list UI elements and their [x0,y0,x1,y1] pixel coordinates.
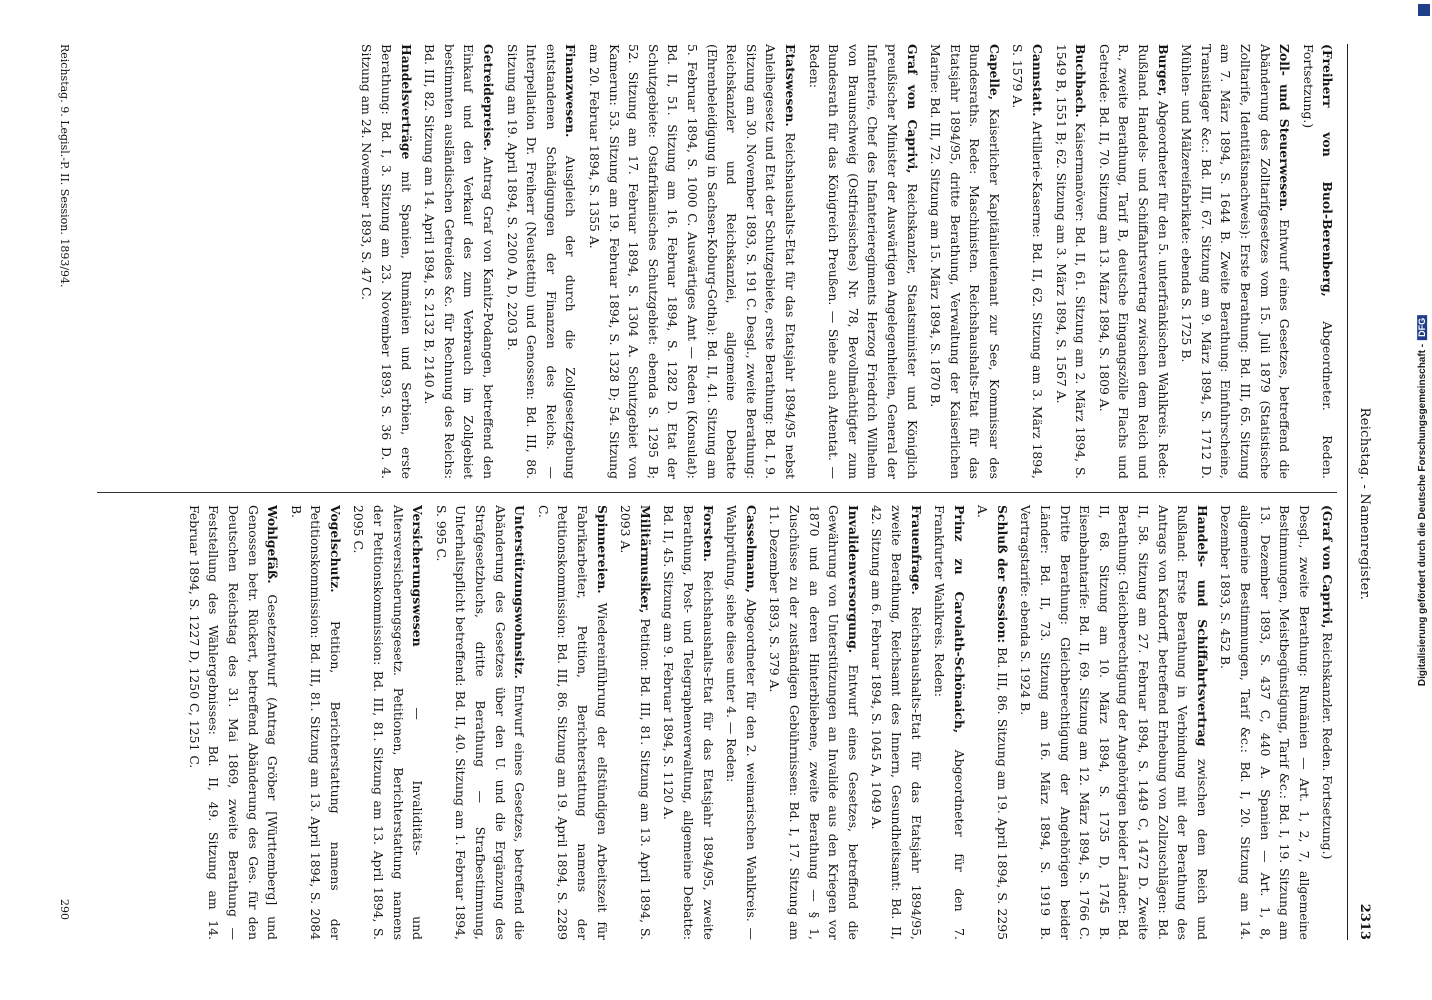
register-entry [1177,44,1295,479]
entry-heading: Cannstatt. [1030,44,1046,117]
register-entry [659,505,718,940]
entry-text: Abgeordneter. Reden. Fortsetzung.) [1300,44,1336,479]
signature-number: 290 [57,899,71,920]
page-header [1347,44,1374,940]
entry-text: Abgeordneter für den 7. Frankfurter Wahlkreis. Reden: [932,505,967,940]
entry-text: Petition: Bd. III, 81. Sitzung am 13. April 1894, S. 2093 A. [618,505,653,940]
entry-heading: (Freiherr von Buol-Berenberg, [1320,44,1336,297]
register-entry [1298,44,1337,479]
register-entry [431,505,529,940]
left-column [97,44,1337,479]
register-entry [804,44,922,479]
entry-text: Gesetzentwurf (Antrag Gröber [Württemberg] und Genossen betr. Rückert, betreffend Abänderung des Ges. für den Deutschen Reichstag des 31. Mai 1869, zweite Berathung — Feststellung des Wählergebnisses: Bd. II, 49. Sitzung am 14. Februar 1894, S. 1227 D, 1250 C, 1251 C. [186,505,281,940]
dfg-logo-badge: DFG [1418,314,1428,339]
entry-text: Bd. III, 86. Sitzung am 19. April 1894, S. 2295 A. [975,505,1010,940]
register-entry [1094,44,1172,479]
register-entry [973,505,1012,940]
page-footer: Reichstag. 9. Legisl.-P. II. Session. 1893/94. [57,44,71,288]
entry-text: Reichskanzler. Reden. Fortsetzung.) [1320,632,1336,860]
entry-text: Abgeordneter für den 5. unterfränkischen Wahlkreis. Rede: Rußland. Handels- und Schiffahrtsvertrag zwischen dem Reich und R., zweite Berathung, Tarif B, deutsche Eingangszölle Flachs und Getreide: Bd. II, 70. Sitzung am 13. März 1894, S. 1809 A. [1096,44,1171,479]
register-entry [502,44,580,479]
register-entry [1008,44,1047,479]
register-entry [765,505,863,940]
credit-text: Digitalisierung gefördert durch die Deutsche Forschungsgemeinschaft - [1417,343,1429,686]
entry-text: zwischen dem Reich und Rußland: Erste Berathung in Verbindung mit der Berathung des Antrags von Kardorff, betreffend Erhebung von Zollzuschlägen: Bd. II, 58. Sitzung am 27. Februar 1894, S. 1449 C, 1472 D. Zweite Berathung: Gleichberechtigung der Angehörigen beider Länder: Bd. II, 68. Sitzung am 10. März 1894, S. 1735 D, 1745 B. Eisenbahntarife: Bd. II, 69. Sitzung am 12. März 1894, S. 1766 C. Dritte Berathung: Gleichberechtigung der Angehörigen beider Länder: Bd. II, 73. Sitzung am 16. März 1894, S. 1919 B. Vertragstarife: ebenda S. 1924 B. [1018,505,1210,940]
entry-text: Entwurf eines Gesetzes, betreffend die Gewährung von Unterstützungen an Invalide aus den Kriegen vor 1870 und an deren Hinterbliebene, zweite Berathung — § 1, Zuschüsse zu der zuständigen Gebührnissen: Bd. I, 17. Sitzung am 11. Dezember 1893, S. 379 A. [767,505,861,940]
register-entry [616,505,655,940]
scanned-page [32,16,1400,984]
entry-heading: Wohlgefäß. [265,505,281,584]
entry-text: Entwurf eines Gesetzes, betreffend die Abänderung des Gesetzes über den U. und die Ergänzung des Strafgesetzbuchs, dritte Berathung — Strafbestimmung, Unterhaltspflicht betreffend: Bd. II, 40. Sitzung am 1. Februar 1894, S. 995 C. [433,505,528,940]
entry-text: Entwurf eines Gesetzes, betreffend die Abänderung des Zolltarifgesetzes vom 15. Juli 1879 (Statistische Zolltarife, Identitätsnachweis): Erste Berathung: Bd. III, 65. Sitzung am 7. März 1894, S. 1644 B. Zweite Berathung: Einfuhrscheine, Transitlager &c.: Bd. III, 67. Sitzung am 9. März 1894, S. 1712 D. Mühlen- und Mälzereifabrikate: ebenda S. 1725 B. [1179,44,1293,479]
entry-heading: Buchbach. [1073,44,1089,118]
entry-heading: Zoll- und Steuerwesen. [1277,44,1293,212]
register-entry [349,505,427,940]
entry-heading: Versicherungswesen [410,505,426,647]
entry-heading: Handels- und Schiffahrtsvertrag [1194,505,1210,747]
register-entry [420,44,498,479]
entry-heading: Finanzwesen. [563,44,579,138]
register-entry [926,44,1004,479]
register-entry [184,505,282,940]
entry-text: Ausgleich der durch die Zollgesetzgebung entstandenen Schädigungen der Finanzen des Reichs. — Interpellation Dr. Freiherr (Neustettin) und Genossen: Bd. III, 86. Sitzung am 19. April 1894, S. 2200 A, D, 2203 B. [504,44,579,479]
entry-heading: Handelsverträge [398,44,414,160]
register-entry [1216,505,1314,940]
entry-text: Antrag Graf von Kanitz-Podangen, betreffend den Einkauf und den Verkauf des zum Verbrauch im Zollgebiet bestimmten ausländischen Getreides &c. für Rechnung des Reichs: Bd. III, 82. Sitzung am 14. April 1894, S. 2132 B, 2140 A. [422,44,497,479]
page-number: 2313 [1357,903,1372,940]
register-entry [867,505,926,940]
register-entry [1051,44,1090,479]
register-entry [584,44,800,479]
register-entry [533,505,611,940]
register-columns [97,44,1337,940]
column-divider [97,492,1337,493]
entry-heading: Getreidepreise. [481,44,497,151]
register-entry [357,44,416,479]
register-entry [1318,505,1338,940]
entry-heading: Capelle, [986,44,1002,101]
entry-text: — Invaliditäts- und Altersversicherungsgesetz. Petitionen, Berichterstattung namens der Petitionskommission: Bd. III, 81. Sitzung am 13. April 1894, S. 2095 C. [351,505,426,940]
entry-text: Wiedereinführung der elfstündigen Arbeitszeit für Fabrikarbeiter, Petition, Berichterstattung namens der Petitionskommission: Bd. III, 86. Sitzung am 19. April 1894, S. 2289 C. [535,505,610,940]
running-title: Reichstag. - Namenregister. [1357,407,1372,601]
entry-text: Artillerie-Kaserne: Bd. II, 62. Sitzung am 3. März 1894, S. 1579 A. [1010,44,1046,479]
entry-text: Reichskanzler, Staatsminister und Königlich preußischer Minister der Auswärtigen Angelegenheiten, General der Infanterie, Chef des Infanterieregiments Herzog Friedrich Wilhelm von Braunschweig (Ostfriesisches) Nr. 78, Bevollmächtigter zum Bundesrath für das Königreich Preußen. — Siehe auch Attentat. — Reden: [806,44,920,479]
entry-heading: Forsten. [700,505,716,562]
entry-heading: Vogelschutz. [327,505,343,593]
entry-heading: Casselmann, [743,505,759,593]
digitization-credit [1414,0,1432,1000]
entry-heading: Schluß der Session: [994,505,1010,644]
entry-heading: Graf von Caprivi, [904,44,920,174]
entry-text: mit Spanien, Rumänien und Serbien, erste Berathung: Bd. I, 3. Sitzung am 23. November 1893, S. 36 D. 4. Sitzung am 24. November 1893, S. 47 C. [359,44,414,479]
register-entry [930,505,969,940]
entry-text: Desgl., zweite Berathung: Rumänien — Art. 1, 2, 7, allgemeine Bestimmungen, Meistbegünstigung, Tarif &c.: Bd. I, 19. Sitzung am 13. Dezember 1893, S. 437 C, 440 A. Spanien — Art. 1, 8, allgemeine Bestimmungen, Tarif &c.: Bd. I, 20. Sitzung am 14. Dezember 1893, S. 452 B. [1218,505,1312,940]
entry-text: Abgeordneter für den 2. weimarischen Wahlkreis. — Wahlprüfung, siehe diese unter 4. — Reden: [724,505,759,940]
right-column [97,505,1337,940]
entry-heading: Burger, [1155,44,1171,97]
entry-heading: Etatswesen. [782,44,798,127]
entry-text: Kaisermanöver: Bd. II, 61. Sitzung am 2. März 1894, S. 1549 B, 1551 B; 62. Sitzung am 3. März 1894, S. 1567 A. [1053,44,1089,479]
entry-text: Kaiserlicher Kapitänlieutenant zur See, Kommissar des Bundesraths. Rede: Maschinisten. Reichshaushalts-Etat für das Etatsjahr 1894/95, dritte Berathung, Verwaltung der Kaiserlichen Marine: Bd. III, 72. Sitzung am 15. März 1894, S. 1870 B. [928,44,1002,479]
entry-text: Reichshaushalts-Etat für das Etatsjahr 1894/95, zweite Berathung, Post- und Telegraphenverwaltung, allgemeine Debatte: Bd. II, 45. Sitzung am 9. Februar 1894, S. 1120 A. [661,505,716,940]
register-entry [1016,505,1212,940]
entry-text: Petition, Berichterstattung namens der Petitionskommission: Bd. III, 81. Sitzung am 13. April 1894, S. 2084 B. [288,505,343,940]
entry-heading: Frauenfrage. [908,505,924,595]
entry-heading: Prinz zu Carolath-Schönaich, [951,505,967,734]
entry-text: Reichshaushalts-Etat für das Etatsjahr 1894/95, zweite Berathung, Reichsamt des Innern, Gesundheitsamt: Bd. II, 42. Sitzung am 6. Februar 1894, S. 1045 A, 1049 A. [869,505,924,940]
entry-text: Reichshaushalts-Etat für das Etatsjahr 1894/95 nebst Anleihegesetz und Etat der Schutzgebiete, erste Berathung: Bd. I, 9. Sitzung am 30. November 1893, S. 191 C. Desgl., zweite Berathung: Reichskanzler und Reichskanzlei, allgemeine Debatte (Ehrenbeleidigung in Sachsen-Koburg-Gotha): Bd. II, 41. Sitzung am 5. Februar 1894, S. 1000 C. Auswärtiges Amt — Reden (Konsulat): Bd. II, 51. Sitzung am 16. Februar 1894, S. 1282 D. Etat der Schutzgebiete: Ostafrikanisches Schutzgebiet: ebenda S. 1295 B; 52. Sitzung am 17. Februar 1894, S. 1304 A. Schutzgebiet von Kamerun: 53. Sitzung am 19. Februar 1894, S. 1328 D; 54. Sitzung am 20. Februar 1894, S. 1355 A. [587,44,798,479]
entry-heading: (Graf von Caprivi, [1320,505,1336,629]
entry-heading: Unterstützungswohnsitz. [512,505,528,679]
register-entry [722,505,761,940]
entry-heading: Invalidenversorgung. [845,505,861,654]
register-entry [286,505,345,940]
entry-heading: Spinnereien. [594,505,610,594]
entry-heading: Militärmusiker, [637,505,653,614]
